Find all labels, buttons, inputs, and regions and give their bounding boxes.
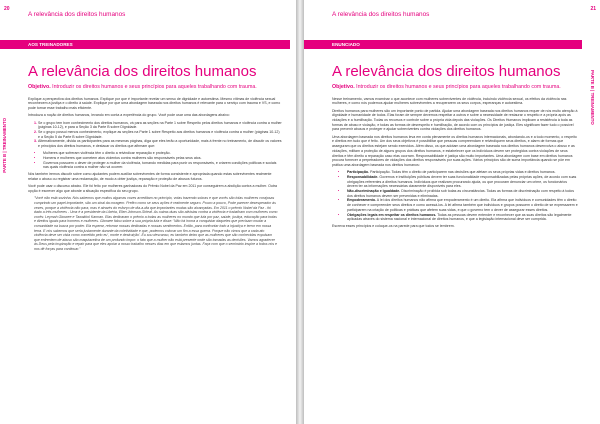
left-objective-label: Objetivo. — [28, 84, 51, 90]
left-bullet-item: • Homens e mulheres que cometem atos violentos contra mulheres são responsáveis pelas seus atos. — [43, 156, 282, 161]
right-paragraph-3: Uma abordagem baseada nos direitos humanos leva em conta plenamente os direitos humanos internacionais, abordando-os e a todo momento, o respeito e direitos em tudo que é feito. Um dos seus objetivos é possibilitar que pessoas compreendam e reivindiquem seus direitos, e alarm de formas que asseguram que os direitos estejam sendo exercidos. Além disso, os que adotam uma abordagem baseada nos direitos humanos desenvolva o abuso e as violações, militam a proteção de alguns grupos dos direitos humanos, e estabelecer que os indivíduos devem ser protegidos contra violações de seus direitos e têm direito a reparação caso elas ocorram. Responsabilidade é justiça são muito importantes. Uma abordagem com base em direitos humanos procura fornecer a perpetradores de violações dos direitos responsáveis por suas ações. Vários princípios são de suma importância quando se pôe em prática uma abordagem baseada nos direitos humanos: — [332, 134, 577, 167]
right-principle-item — [347, 189, 578, 198]
left-paragraph-3: Nós também iremos discutir sobre como ajudantes podem auxiliar sobreviventes de forma consistente e apropriada quando estas sobreviventes realmente relatar o abuso ou registrar uma reclamação, de modo a obter justiça, reparação e proteção de abusos futuros. — [28, 172, 272, 182]
left-bullet-item: • Mulheres que sofreram violência têm o direito a reivindicar reparação e proteção. — [43, 151, 282, 156]
principle-label: Não-discriminação e igualdade. — [347, 189, 401, 194]
left-objective — [28, 84, 282, 91]
principle-text: Participação. Todas têm o direito de participarem nas decisões que afetam os seus próprias vidas e direitos humanos. — [369, 170, 556, 175]
principle-label: Empoderamento. — [347, 198, 376, 203]
principle-text: Governos e instituições públicas devem ter suas funcionalidade responsabilizadas pelas próprias ações, de acordo com suas obrigações referentes a direitos humanos. Indivíduos que realizam procurando ajuda, ou que procuram denunciar um crime, os funcionários devem ter as informações necessárias claramente disponíveis para eles. — [347, 174, 577, 189]
right-principles-list — [344, 170, 578, 222]
principle-text: Todas as pessoas devem entender e reconhecer que as suas direitos são legalmente aplicadas através do sistema nacional e internacional de direitos humanos, e que a legislação internacional deve ser cumprida. — [347, 212, 572, 222]
principle-label: Obrigações legais em respeitar os direitos humanos. — [347, 212, 437, 217]
left-section-band: AOS TREINADORES — [0, 40, 290, 49]
right-principle-item — [347, 198, 578, 212]
principle-label: Participação. — [347, 170, 370, 175]
left-content — [28, 64, 282, 254]
left-sidebar-label: PARTE B | TREINAMENTO — [2, 118, 7, 173]
right-sidebar — [586, 0, 600, 424]
principle-text: A lei dos direitos humanos não afirma que empoderamento é um direito. Ela afirma que indivíduos e comunidades têm o direito de conhecer e compreender seus direitos e como acessá-los. A lei afirma também que indivíduos e grupos possuem o direito de se expressarem e participarem na criação de políticas e práticas que afetem suas vidas, e que o governo tem o dever de assegurar esses direitos. — [347, 198, 578, 212]
page-gutter — [296, 0, 304, 424]
left-quote: "Você não está sozinha. Nós sabemos que muitos algumas vozes acreditam no princípio, votas trazendo sobras e que vocês são tolas mulheres corajosas cumprindo um papel importante, são um sinal da coragem. Prefiro como se seus ações é realmente seguro. Pouco a pouco, Pode parecer desesperador às vezes, porque a violência não para, mas é através do esforço de dia-a-dia que importantes mudas são alcançadas. Em 2011 o prêmio Nobel da Paz - foi dado a três mulheres - Uma é a presidente da Libéria, Ellen Johnson-Sirleaf. As outras duas são ativistas contra a violência e trabalham com mulheres como vocês: Leymah Gbowee e Tawakkol Karman. Elas dedicaram o prêmio a todas as mulheres no mundo que luta por paz, saúde, justiça, educação para todas e direitos iguais para homens e mulheres. Gbowee falou sobre a sua própria luta e disse: 'Não há honra a conquistar daqueles que precisam mudar a comunidade na busca por poder. Ela esperar, retornar nossas dedicadas e nossas sentimentos. Então, para confrontar todo a injustiça e terror em nossa terra. E nós sabemos que seria justamente durante da coletividade e que, podemos colocar um fim a essa guerra. Porque não vimos que a cada ato violência deve ser vista como cometido pelo eu', morte e destruição'. Eu sou descanso, eu também deixo que as mulheres que são conhecidas expulsam que enfrentem de abuso são maquiavelica de um profundo impor: o fato que a mulher não está presente onde são tomadas as decisões. Vamos agradecer às Deus pela inspiração e repair para que eles apoiar a nosso trabalho nesses dias em que estamos juntas. Faça com que o seminário inspire a todos nós e nos dê forças para continuar." — [34, 196, 278, 251]
principle-text: Discriminação é proibida sob todas as circunstâncias. Todas as formas de discriminação com respeito à todos dos direitos humanos devem ser prevenidas e eliminadas. — [347, 189, 575, 198]
left-numbered-list — [34, 121, 282, 149]
left-paragraph-2: Introduza a noção de direitos humanos, levando em conta a experiência do grupo. Você pode usar uma das abordagens abaixo: — [28, 113, 230, 118]
left-page — [0, 0, 296, 424]
right-section-band: ENUNCIADO — [304, 40, 582, 49]
left-objective-text: Introduzir os direitos humanos e seus princípios para aqueles trabalhando com trauma. — [50, 84, 257, 90]
right-paragraph-1: Nesse treinamento, vamos examinar o que acontece com mulheres sobreviventes de violência, incluindo violência sexual, os efeitos da violência nas mulheres, e como nós podemos ajudar mulheres sobreviventes a recuperarem os seus corpos, esperanças e autoestima. — [332, 96, 567, 106]
right-principle-item — [347, 175, 578, 189]
right-running-header: A relevância dos direitos humanos — [332, 11, 430, 18]
left-numbered-item: 3. Alternativamente, divida os participantes para as mesmas páginas, diga que eles terão a oportunidade, mais à frente no treinamento, de discutir os valores e princípios dos direitos humanos, e destacar os direitos que afirmam que: — [38, 139, 282, 148]
left-numbered-item: 2. Se o grupo possui menos conhecimento, explique as seções na Parte 1 sobre Respeito aos direitos humanos e violência contra a mulher (páginas 10-12) e a Seção 5 da Parte B sobre Dignidade. — [38, 130, 282, 139]
left-paragraph-4: Você pode usar o discurso abaixo. Ele foi feito por mulheres ganhadoras do Prêmio Nobel da Paz em 2011 por conseguirem a abolição contra a mulher. Outra opção é escrever algo que aborde a situação específica do seu grupo. — [28, 184, 277, 194]
left-paragraph-1: Explique a perspectiva dos direitos humanos. Explique por que é importante revelar um senso de dignidade e autoestima. Mesmo vítimas de violência sexual reconhecem a justiça e o direito à saúde. Explique por que uma abordagem baseada nos direitos humanos é relevante para o serviço com trauma e VS, e como pode tornar esse trabalho mais eficiente. — [28, 96, 281, 110]
right-content — [332, 64, 578, 232]
right-page-number: 21 — [590, 6, 596, 12]
left-numbered-item: 1. Se o grupo tem bom conhecimento dos direitos humanos, vá para as seções na Parte 1 sobre Respeito pelos direitos humanos e violência contra a mulher (páginas 10-12), e para a Seção 3 da Parte B sobre Dignidade. — [38, 121, 282, 130]
right-page — [304, 0, 600, 424]
left-sidebar — [0, 0, 14, 424]
right-objective-text: Introduzir os direitos humanos e seus princípios para aqueles trabalhando com trauma. — [354, 84, 561, 90]
right-paragraph-4: Escreva esses princípios e coloque-os na parede para que todos se lembrem. — [332, 224, 455, 229]
right-title: A relevância dos direitos humanos — [332, 63, 561, 80]
left-bullet-list — [40, 151, 282, 170]
left-bullet-item: • Governos possuem o dever de proteger a mulher da violência, tomando medidas para punir os responsáveis, e criarem condições políticas e sociais nas quais violência contra a mulher não vá ocorrer. — [43, 161, 282, 170]
left-running-header: A relevância dos direitos humanos — [28, 11, 126, 18]
right-paragraph-2: Direitos humanos para mulheres são um importante ponto de partida. Ajudar uma abordagem baseada nos direitos humanos requer de nós muito atenção à dignidade e humanidade de todos. Elas foram de sempre devemos respeitar a outros e sobre a necessidade de restaurar o respeito e a própria após as violações e a humilhação. Todas os recursos e controle sobre a própria vida depois das violações. Os Direitos Humanos implicam a resistência à toda as formas de abuso e violação, e todas as formas de desrespeito e humilhação, de acordo com os princípios de justiça. Eles significam fazer tudo o possível para prevenir abusos e proteger e ajudar sobreviventes contra violações dos direitos humanos. — [332, 108, 578, 132]
right-principle-item — [347, 213, 578, 222]
left-page-number: 20 — [4, 6, 10, 12]
principle-label: Responsabilidade. — [347, 174, 379, 179]
right-objective-label: Objetivo. — [332, 84, 355, 90]
left-title: A relevância dos direitos humanos — [28, 63, 257, 80]
right-objective — [332, 84, 578, 91]
right-sidebar-label: PARTE B | TREINAMENTO — [590, 70, 595, 125]
